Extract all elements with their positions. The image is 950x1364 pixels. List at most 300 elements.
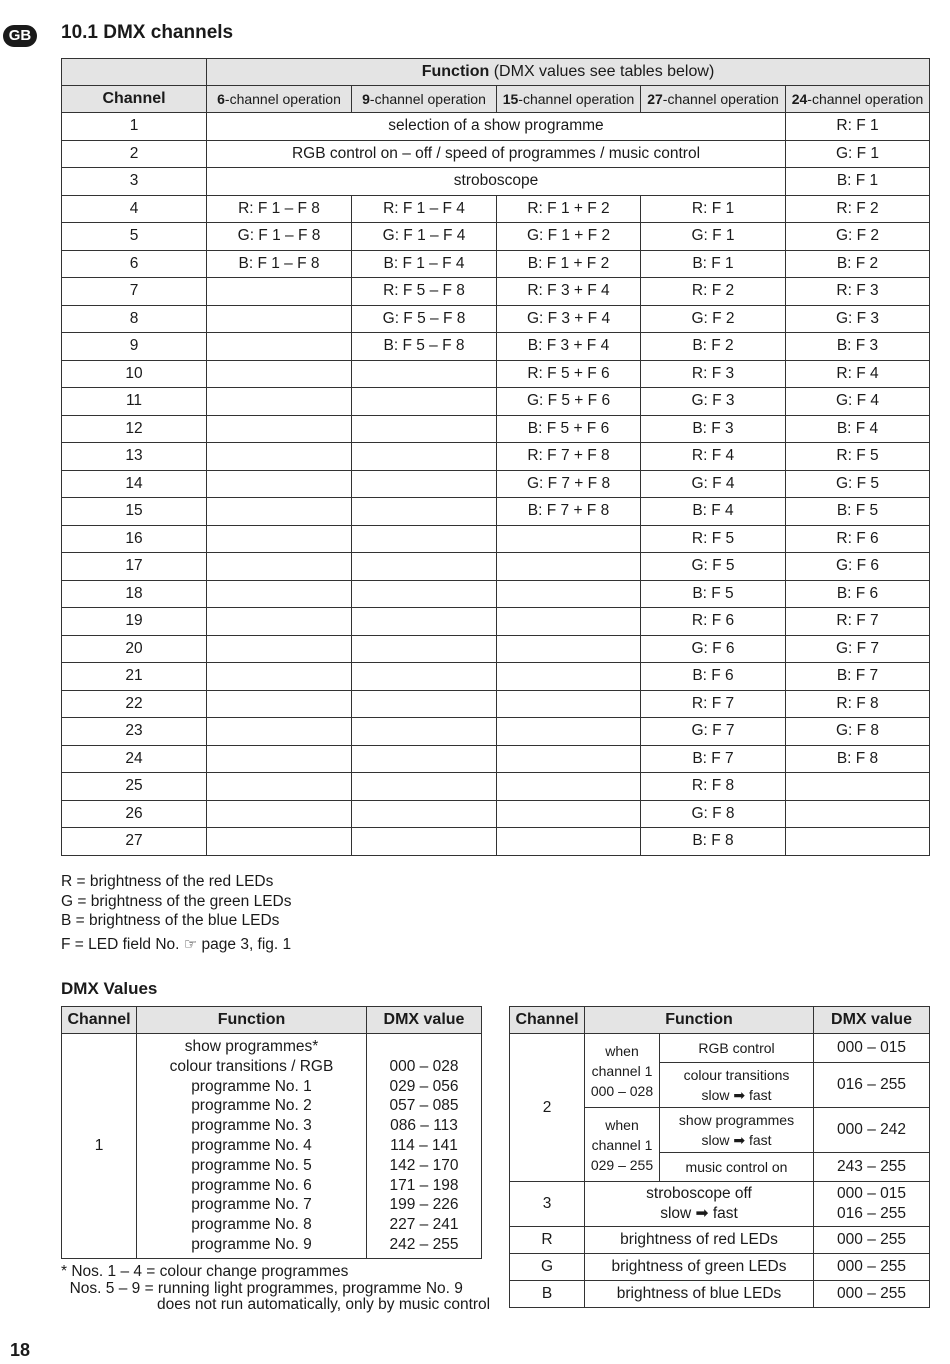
channel-cell: 26 [62,800,207,828]
op9-cell: B: F 1 – F 4 [352,250,497,278]
function-line: colour transitions [683,1067,790,1083]
function-cell: music control on [660,1153,814,1182]
op15-cell [497,828,641,856]
dmx-value-header: DMX value [814,1007,930,1034]
value-line: 199 – 226 [389,1196,459,1214]
op9-cell [352,745,497,773]
op15-cell: R: F 7 + F 8 [497,443,641,471]
op24-cell: G: F 7 [786,635,930,663]
op27-cell: G: F 2 [641,305,786,333]
condition-cell [585,1034,660,1108]
legend-field-ref: page 3, fig. 1 [201,935,292,953]
legend-green: G = brightness of the green LEDs [61,892,292,910]
op24-cell: G: F 4 [786,388,930,416]
op6-cell [207,443,352,471]
function-list [137,1034,367,1259]
function-line: show programmes* [184,1038,319,1055]
function-line [660,1085,813,1105]
op15-cell [497,635,641,663]
op27-cell: G: F 4 [641,470,786,498]
op6-cell [207,690,352,718]
op27-cell: B: F 2 [641,333,786,361]
condition-line: channel 1 [591,1136,653,1153]
op27-cell: R: F 4 [641,443,786,471]
op15-cell [497,580,641,608]
table-row [62,608,930,636]
channel-cell: 17 [62,553,207,581]
op24-cell: R: F 5 [786,443,930,471]
function-span-cell: RGB control on – off / speed of programmes / music control [207,140,786,168]
op-header-num: 15 [502,91,519,107]
legend [61,872,291,954]
function-line: programme No. 1 [191,1077,312,1095]
channel-cell: 7 [62,278,207,306]
table-row [62,828,930,856]
op9-cell [352,580,497,608]
condition-line: channel 1 [591,1062,653,1079]
value-cell: 016 – 255 [814,1063,930,1108]
op6-cell [207,663,352,691]
function-line [585,1204,813,1224]
value-line: 142 – 170 [389,1156,459,1174]
channel-cell: 18 [62,580,207,608]
op24-cell: R: F 7 [786,608,930,636]
function-line [660,1130,813,1150]
arrow-right-icon: ➡ [733,1132,746,1148]
op15-cell [497,718,641,746]
op9-cell [352,718,497,746]
table-subheader-row [62,86,930,113]
table-row [62,553,930,581]
op27-cell: R: F 6 [641,608,786,636]
value-line: 171 – 198 [389,1176,459,1194]
table-row [62,663,930,691]
op-header-text: -channel operation [369,91,486,107]
op15-cell: G: F 7 + F 8 [497,470,641,498]
op9-cell [352,415,497,443]
table-row [62,498,930,526]
arrow-right-icon: ➡ [695,1205,709,1222]
op27-cell: G: F 3 [641,388,786,416]
op15-cell [497,745,641,773]
table-row [510,1254,930,1281]
op27-cell: B: F 5 [641,580,786,608]
op6-cell [207,333,352,361]
value-cell [814,1182,930,1227]
op15-cell: R: F 1 + F 2 [497,195,641,223]
op27-cell: G: F 1 [641,223,786,251]
op24-cell: R: F 8 [786,690,930,718]
condition-line: 000 – 028 [590,1082,654,1099]
value-line: 057 – 085 [389,1097,459,1115]
table-row [62,223,930,251]
language-badge: GB [3,25,37,47]
op24-cell [786,800,930,828]
op9-cell [352,800,497,828]
op24-cell: G: F 3 [786,305,930,333]
op27-cell: R: F 7 [641,690,786,718]
footnote-line: does not run automatically, only by music control [157,1296,491,1313]
op27-cell: G: F 7 [641,718,786,746]
op15-cell: B: F 3 + F 4 [497,333,641,361]
op24-cell: R: F 4 [786,360,930,388]
op27-cell: R: F 2 [641,278,786,306]
table-row [62,195,930,223]
slow-label: slow [701,1132,730,1148]
dmx-channels-table [61,58,930,856]
table-row [62,250,930,278]
op6-cell [207,635,352,663]
channel-cell: 9 [62,333,207,361]
op9-cell [352,553,497,581]
fast-label: fast [748,1132,772,1148]
channel-header: Channel [62,86,207,113]
op9-cell: B: F 5 – F 8 [352,333,497,361]
op6-cell [207,553,352,581]
channel-cell: 20 [62,635,207,663]
op27-cell: B: F 8 [641,828,786,856]
op24-cell: B: F 4 [786,415,930,443]
op-header-9 [352,86,497,113]
pointing-hand-icon: ☞ [183,935,198,953]
op9-cell: R: F 5 – F 8 [352,278,497,306]
op15-cell: B: F 1 + F 2 [497,250,641,278]
op9-cell [352,470,497,498]
table-header-row [62,1007,482,1034]
table-row [62,140,930,168]
op24-cell [786,828,930,856]
channel-cell: 16 [62,525,207,553]
op24-cell: B: F 6 [786,580,930,608]
dmx-values-table-channel-1 [61,1006,482,1259]
table-row [62,580,930,608]
op24-cell: R: F 3 [786,278,930,306]
function-line: show programmes [678,1112,795,1128]
channel-cell: 15 [62,498,207,526]
function-line: programme No. 9 [191,1235,312,1253]
channel-cell: 19 [62,608,207,636]
op27-cell: B: F 1 [641,250,786,278]
channel-cell: G [510,1254,585,1281]
footnote [61,1264,490,1314]
function-header: Function [137,1007,367,1034]
op9-cell [352,498,497,526]
value-cell: 000 – 255 [814,1227,930,1254]
channel-cell: 23 [62,718,207,746]
empty-header-cell [62,59,207,86]
footnote-line: Nos. 5 – 9 = running light programmes, programme No. 9 [61,1279,463,1297]
value-line: 000 – 028 [389,1057,459,1075]
legend-red: R = brightness of the red LEDs [61,873,274,890]
op27-cell: B: F 4 [641,498,786,526]
op6-cell [207,745,352,773]
op27-cell: R: F 8 [641,773,786,801]
channel-cell: 13 [62,443,207,471]
op27-cell: G: F 5 [641,553,786,581]
legend-field-text: F = LED field No. [61,935,180,953]
op9-cell [352,360,497,388]
function-line: programme No. 3 [191,1117,312,1135]
op24-cell: R: F 6 [786,525,930,553]
function-header-bold: Function [421,63,490,80]
op9-cell [352,443,497,471]
op-header-num: 9 [362,91,370,107]
op-header-num: 6 [217,91,225,107]
op15-cell [497,663,641,691]
channel-cell: R [510,1227,585,1254]
function-span-cell: stroboscope [207,168,786,196]
table-row [510,1227,930,1254]
op24-cell: G: F 2 [786,223,930,251]
value-line: 114 – 141 [390,1136,458,1154]
op6-cell [207,608,352,636]
op24-cell: G: F 8 [786,718,930,746]
op6-cell [207,278,352,306]
function-header-note: (DMX values see tables below) [489,63,715,80]
op9-cell [352,608,497,636]
value-line: 242 – 255 [389,1235,459,1253]
op6-cell [207,470,352,498]
op-header-num: 27 [647,91,663,107]
op6-cell [207,525,352,553]
channel-cell: 4 [62,195,207,223]
dmx-values-heading: DMX Values [61,979,158,998]
arrow-right-icon: ➡ [733,1087,746,1103]
op15-cell [497,525,641,553]
channel-cell: 5 [62,223,207,251]
op24-cell: G: F 6 [786,553,930,581]
op24-cell: B: F 8 [786,745,930,773]
table-row [62,773,930,801]
op27-cell: R: F 3 [641,360,786,388]
op6-cell: R: F 1 – F 8 [207,195,352,223]
footnote-line: * Nos. 1 – 4 = colour change programmes [61,1263,349,1280]
table-row [62,360,930,388]
table-row [62,168,930,196]
op15-cell: R: F 3 + F 4 [497,278,641,306]
op15-cell [497,690,641,718]
op24-cell: R: F 2 [786,195,930,223]
channel-cell: 2 [62,140,207,168]
channel-header: Channel [62,1007,137,1034]
table-row [62,690,930,718]
op9-cell [352,690,497,718]
op6-cell [207,360,352,388]
op6-cell [207,718,352,746]
op24-cell: B: F 1 [786,168,930,196]
value-spacer [367,1037,481,1057]
op27-cell: G: F 6 [641,635,786,663]
op27-cell: G: F 8 [641,800,786,828]
function-header: Function [585,1007,814,1034]
op15-cell [497,608,641,636]
slow-label: slow [701,1087,730,1103]
value-line: 000 – 015 [837,1185,906,1202]
op9-cell: G: F 1 – F 4 [352,223,497,251]
channel-cell: 8 [62,305,207,333]
function-cell [585,1182,814,1227]
value-cell: 000 – 255 [814,1254,930,1281]
op6-cell [207,498,352,526]
op6-cell [207,305,352,333]
op-header-text: -channel operation [518,91,635,107]
op27-cell: R: F 1 [641,195,786,223]
table-row [62,333,930,361]
op24-cell [786,773,930,801]
op24-cell: B: F 7 [786,663,930,691]
op9-cell [352,663,497,691]
function-cell: brightness of green LEDs [585,1254,814,1281]
function-line: programme No. 7 [191,1196,312,1214]
value-line: 029 – 056 [389,1077,459,1095]
table-row [62,443,930,471]
channel-cell: 22 [62,690,207,718]
op-header-text: -channel operation [662,91,779,107]
op15-cell: B: F 5 + F 6 [497,415,641,443]
op24-cell: B: F 3 [786,333,930,361]
op-header-15 [497,86,641,113]
table-row [510,1034,930,1063]
function-line: programme No. 6 [191,1176,312,1194]
value-cell: 000 – 255 [814,1281,930,1308]
op6-cell: G: F 1 – F 8 [207,223,352,251]
op6-cell [207,800,352,828]
channel-cell: 27 [62,828,207,856]
op24-cell: B: F 2 [786,250,930,278]
op6-cell [207,388,352,416]
op9-cell [352,828,497,856]
op27-cell: B: F 3 [641,415,786,443]
op15-cell: B: F 7 + F 8 [497,498,641,526]
op24-cell: G: F 5 [786,470,930,498]
function-line: programme No. 8 [191,1216,312,1234]
table-row [62,525,930,553]
condition-cell [585,1108,660,1182]
section-heading: 10.1 DMX channels [61,22,234,43]
op24-cell: R: F 1 [786,113,930,141]
op15-cell: G: F 1 + F 2 [497,223,641,251]
channel-cell: 14 [62,470,207,498]
op15-cell: G: F 5 + F 6 [497,388,641,416]
channel-cell: 25 [62,773,207,801]
condition-line: when [605,1042,639,1059]
table-row [62,1034,482,1259]
function-cell [660,1063,814,1108]
channel-header: Channel [510,1007,585,1034]
channel-cell: 11 [62,388,207,416]
op9-cell: G: F 5 – F 8 [352,305,497,333]
op27-cell: R: F 5 [641,525,786,553]
channel-cell: 10 [62,360,207,388]
channel-cell: 3 [62,168,207,196]
op24-cell: B: F 5 [786,498,930,526]
op-header-text: -channel operation [224,91,341,107]
table-row [510,1281,930,1308]
channel-cell: 12 [62,415,207,443]
fast-label: fast [748,1087,772,1103]
table-row [62,800,930,828]
value-cell: 000 – 015 [814,1034,930,1063]
function-span-cell: selection of a show programme [207,113,786,141]
op9-cell [352,635,497,663]
table-row [62,113,930,141]
channel-cell: 3 [510,1182,585,1227]
legend-blue: B = brightness of the blue LEDs [61,912,280,929]
value-cell: 243 – 255 [814,1153,930,1182]
op6-cell: B: F 1 – F 8 [207,250,352,278]
value-cell: 000 – 242 [814,1108,930,1153]
function-header [207,59,930,86]
table-header-row [510,1007,930,1034]
dmx-values-table-channels-2-b [509,1006,930,1308]
channel-cell: B [510,1281,585,1308]
function-line: stroboscope off [646,1185,752,1202]
page-number: 18 [10,1340,31,1360]
table-row [62,388,930,416]
channel-cell: 1 [62,1034,137,1259]
legend-field [61,935,291,955]
function-line: programme No. 2 [191,1097,312,1115]
op9-cell [352,525,497,553]
channel-cell: 2 [510,1034,585,1182]
op9-cell: R: F 1 – F 4 [352,195,497,223]
op15-cell: R: F 5 + F 6 [497,360,641,388]
function-line: colour transitions / RGB [169,1057,334,1075]
channel-cell: 24 [62,745,207,773]
op6-cell [207,828,352,856]
op27-cell: B: F 6 [641,663,786,691]
value-line: 227 – 241 [389,1216,459,1234]
op-header-num: 24 [791,91,808,107]
fast-label: fast [712,1205,738,1222]
op-header-6 [207,86,352,113]
op27-cell: B: F 7 [641,745,786,773]
op9-cell [352,773,497,801]
table-row [62,278,930,306]
condition-line: when [605,1116,639,1133]
dmx-value-header: DMX value [367,1007,482,1034]
function-cell: brightness of red LEDs [585,1227,814,1254]
channel-cell: 1 [62,113,207,141]
function-line: programme No. 5 [191,1156,312,1174]
op6-cell [207,415,352,443]
table-row [510,1182,930,1227]
op15-cell [497,800,641,828]
value-line: 086 – 113 [390,1117,458,1135]
function-cell [660,1108,814,1153]
op-header-24 [786,86,930,113]
op24-cell: G: F 1 [786,140,930,168]
value-list [367,1034,482,1259]
channel-cell: 21 [62,663,207,691]
slow-label: slow [660,1205,692,1222]
function-cell: RGB control [660,1034,814,1063]
table-row [62,745,930,773]
table-row [62,415,930,443]
op-header-27 [641,86,786,113]
condition-line: 029 – 255 [590,1156,654,1173]
op15-cell [497,553,641,581]
function-cell: brightness of blue LEDs [585,1281,814,1308]
table-row [62,470,930,498]
channel-cell: 6 [62,250,207,278]
op15-cell: G: F 3 + F 4 [497,305,641,333]
table-row [62,718,930,746]
op9-cell [352,388,497,416]
op15-cell [497,773,641,801]
op-header-text: -channel operation [807,91,924,107]
value-line: 016 – 255 [837,1205,906,1222]
